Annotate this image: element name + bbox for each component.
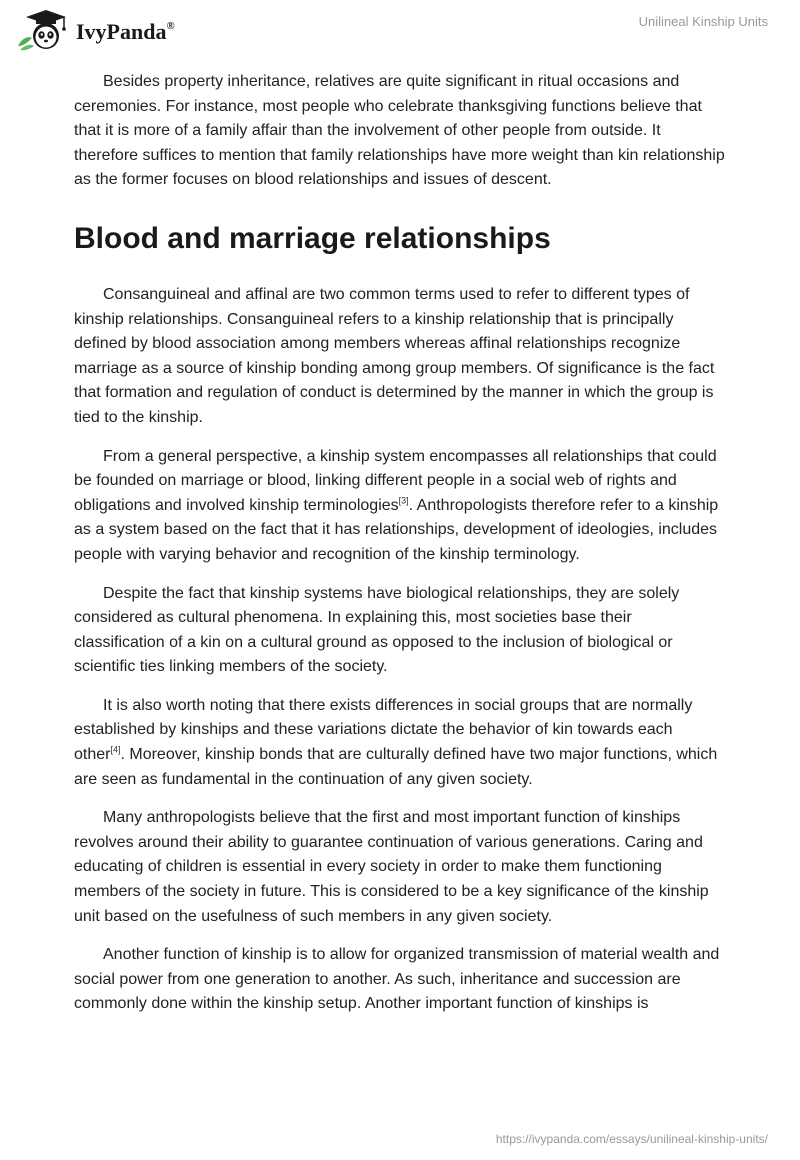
paragraph: Consanguineal and affinal are two common terms used to refer to different types of kinship relationships. Consanguineal refers to a kinship relationship that is principally defined by blood association among members whereas affinal relationships recognize marriage as a source of kinship bonding among group members. Of significance is the fact that formation and regulation of conduct is determined by the manner in which the group is tied to the kinship. — [74, 285, 715, 426]
section-heading: Blood and marriage relationships — [74, 221, 551, 255]
paragraph-text: . Moreover, kinship bonds that are culturally defined have two major functions, which are seen as fundamental in the continuation of any given society. — [74, 746, 718, 788]
paragraph — [74, 445, 726, 568]
registered-mark: ® — [166, 19, 175, 32]
paragraph: Besides property inheritance, relatives are quite significant in ritual occasions and ceremonies. For instance, most people who celebrate thanksgiving functions believe that that it is more of a family affair than the involvement of other people from outside. It therefore suffices to mention that family relationships have more weight than kin relationship as the former focuses on blood relationships and issues of descent. — [74, 73, 725, 189]
page-header — [0, 0, 800, 60]
paragraph: Another function of kinship is to allow for organized transmission of material wealth and social power from one generation to another. As such, inheritance and succession are commonly done within the kinship setup. Another important function of kinships is — [74, 946, 720, 1013]
paragraph-text: . Anthropologists therefore refer to a kinship as a system based on the fact that it has relationships, development of ideologies, includes people with varying behavior and recognition of the kinship terminology. — [74, 496, 719, 563]
footnote-reference[interactable]: [3] — [398, 495, 409, 506]
source-url[interactable]: https://ivypanda.com/essays/unilineal-kinship-units/ — [495, 1132, 768, 1146]
logo-text: IvyPanda — [76, 19, 167, 44]
panda-graduate-icon — [16, 8, 70, 52]
footnote-reference[interactable]: [4] — [110, 744, 121, 755]
paragraph-text: From a general perspective, a kinship system encompasses all relationships that could be founded on marriage or blood, linking different people in a social web of rights and obligations and involved kinship terminologies — [74, 447, 717, 514]
paragraph — [74, 694, 726, 792]
document-title: Unilineal Kinship Units — [638, 14, 768, 29]
essay-body — [74, 70, 726, 1031]
ivypanda-logo[interactable] — [16, 8, 175, 52]
paragraph: Many anthropologists believe that the first and most important function of kinships revolves around their ability to guarantee continuation of various generations. Caring and educating of children is essential in every society in order to make them functioning members of the society in future. This is considered to be a key significance of the kinship unit based on the usefulness of such members in any given society. — [74, 809, 709, 925]
paragraph-text: It is also worth noting that there exists differences in social groups that are normally established by kinships and these variations dictate the behavior of kin towards each other — [74, 696, 693, 764]
paragraph: Despite the fact that kinship systems have biological relationships, they are solely considered as cultural phenomena. In explaining this, most societies base their classification of a kin on a cultural ground as opposed to the inclusion of biological or scientific ties linking members of the society. — [74, 584, 680, 676]
logo-wordmark — [76, 19, 175, 45]
